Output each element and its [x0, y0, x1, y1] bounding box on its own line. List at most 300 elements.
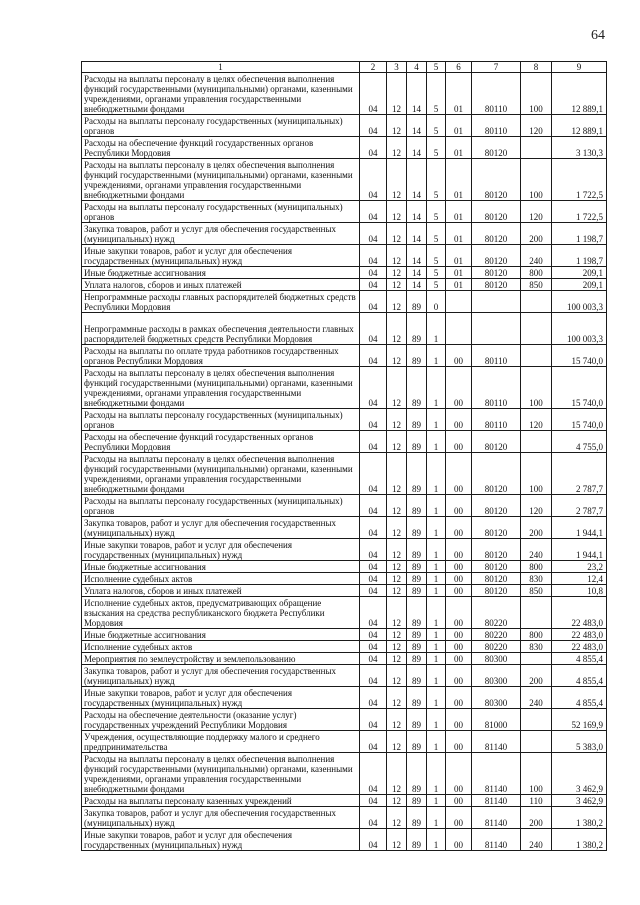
- column-header: 1: [82, 62, 360, 73]
- code-cell: 12: [387, 687, 407, 709]
- code-cell: 80120: [472, 159, 521, 201]
- table-row: [82, 665, 607, 687]
- amount-cell: 1 198,7: [552, 223, 607, 245]
- amount-cell: 4 855,4: [552, 665, 607, 687]
- code-cell: 00: [446, 753, 472, 795]
- code-cell: 200: [521, 223, 552, 245]
- code-cell: 80110: [472, 367, 521, 409]
- code-cell: 1: [427, 313, 446, 345]
- amount-cell: 1 198,7: [552, 245, 607, 267]
- table-row: [82, 653, 607, 665]
- column-header: 3: [387, 62, 407, 73]
- code-cell: [521, 137, 552, 159]
- code-cell: 1: [427, 539, 446, 561]
- amount-cell: 3 130,3: [552, 137, 607, 159]
- code-cell: 1: [427, 561, 446, 573]
- code-cell: 89: [407, 665, 427, 687]
- row-name-cell: Расходы на обеспечение функций государственных органов Республики Мордовия: [82, 431, 360, 453]
- code-cell: 80120: [472, 267, 521, 279]
- code-cell: 1: [427, 753, 446, 795]
- code-cell: 240: [521, 245, 552, 267]
- code-cell: 00: [446, 629, 472, 641]
- code-cell: 1: [427, 629, 446, 641]
- column-header: 9: [552, 62, 607, 73]
- code-cell: 00: [446, 367, 472, 409]
- table-row: [82, 431, 607, 453]
- amount-cell: 12,4: [552, 573, 607, 585]
- amount-cell: 1 944,1: [552, 517, 607, 539]
- amount-cell: 100 003,3: [552, 313, 607, 345]
- code-cell: 12: [387, 137, 407, 159]
- row-name-cell: Уплата налогов, сборов и иных платежей: [82, 279, 360, 291]
- code-cell: 04: [360, 115, 387, 137]
- code-cell: 240: [521, 539, 552, 561]
- code-cell: 80120: [472, 223, 521, 245]
- code-cell: 89: [407, 641, 427, 653]
- row-name-cell: Расходы на выплаты персоналу в целях обеспечения выполнения функций государственными (муниципальными) органами, казенными учреждениями, органами управления государственными внебюджетными фондами: [82, 73, 360, 115]
- code-cell: 04: [360, 453, 387, 495]
- code-cell: 81000: [472, 709, 521, 731]
- row-name-cell: Иные бюджетные ассигнования: [82, 629, 360, 641]
- code-cell: 00: [446, 409, 472, 431]
- code-cell: 1: [427, 345, 446, 367]
- amount-cell: 3 462,9: [552, 753, 607, 795]
- code-cell: 80120: [472, 561, 521, 573]
- code-cell: 89: [407, 653, 427, 665]
- code-cell: 81140: [472, 829, 521, 851]
- row-name-cell: Уплата налогов, сборов и иных платежей: [82, 585, 360, 597]
- code-cell: 12: [387, 829, 407, 851]
- code-cell: 80110: [472, 345, 521, 367]
- code-cell: 80300: [472, 653, 521, 665]
- table-row: [82, 807, 607, 829]
- code-cell: 12: [387, 495, 407, 517]
- code-cell: 00: [446, 795, 472, 807]
- code-cell: 14: [407, 137, 427, 159]
- code-cell: 00: [446, 829, 472, 851]
- code-cell: 1: [427, 573, 446, 585]
- code-cell: 89: [407, 795, 427, 807]
- code-cell: 00: [446, 709, 472, 731]
- code-cell: 00: [446, 653, 472, 665]
- code-cell: 80220: [472, 629, 521, 641]
- code-cell: 00: [446, 453, 472, 495]
- table-row: [82, 223, 607, 245]
- table-row: [82, 409, 607, 431]
- table-row: [82, 73, 607, 115]
- code-cell: [521, 709, 552, 731]
- code-cell: 800: [521, 561, 552, 573]
- amount-cell: 12 889,1: [552, 73, 607, 115]
- code-cell: 81140: [472, 731, 521, 753]
- code-cell: 89: [407, 629, 427, 641]
- amount-cell: 2 787,7: [552, 453, 607, 495]
- code-cell: 04: [360, 73, 387, 115]
- code-cell: 04: [360, 539, 387, 561]
- code-cell: 1: [427, 653, 446, 665]
- code-cell: [521, 345, 552, 367]
- code-cell: 04: [360, 753, 387, 795]
- code-cell: 89: [407, 431, 427, 453]
- code-cell: 0: [427, 291, 446, 313]
- code-cell: 12: [387, 629, 407, 641]
- code-cell: 01: [446, 73, 472, 115]
- code-cell: 04: [360, 687, 387, 709]
- code-cell: 04: [360, 807, 387, 829]
- code-cell: 1: [427, 585, 446, 597]
- amount-cell: 52 169,9: [552, 709, 607, 731]
- code-cell: 12: [387, 409, 407, 431]
- table-row: [82, 597, 607, 629]
- amount-cell: 4 855,4: [552, 687, 607, 709]
- table-row: [82, 201, 607, 223]
- code-cell: 80120: [472, 517, 521, 539]
- code-cell: 00: [446, 585, 472, 597]
- code-cell: 04: [360, 731, 387, 753]
- row-name-cell: Расходы на выплаты персоналу государственных (муниципальных) органов: [82, 409, 360, 431]
- code-cell: [472, 291, 521, 313]
- code-cell: 04: [360, 561, 387, 573]
- row-name-cell: Исполнение судебных актов: [82, 641, 360, 653]
- row-name-cell: Расходы на выплаты персоналу в целях обеспечения выполнения функций государственными (муниципальными) органами, казенными учреждениями, органами управления государственными внебюджетными фондами: [82, 367, 360, 409]
- row-name-cell: Непрограммные расходы главных распорядителей бюджетных средств Республики Мордовия: [82, 291, 360, 313]
- code-cell: 1: [427, 665, 446, 687]
- code-cell: 100: [521, 453, 552, 495]
- code-cell: 1: [427, 495, 446, 517]
- amount-cell: 1 380,2: [552, 829, 607, 851]
- code-cell: 04: [360, 495, 387, 517]
- row-name-cell: Расходы на обеспечение деятельности (оказание услуг) государственных учреждений Республики Мордовия: [82, 709, 360, 731]
- row-name-cell: Расходы на выплаты персоналу казенных учреждений: [82, 795, 360, 807]
- column-header: 6: [446, 62, 472, 73]
- code-cell: 89: [407, 829, 427, 851]
- table-row: [82, 585, 607, 597]
- code-cell: 12: [387, 73, 407, 115]
- code-cell: 12: [387, 291, 407, 313]
- row-name-cell: Иные бюджетные ассигнования: [82, 561, 360, 573]
- code-cell: 80120: [472, 539, 521, 561]
- code-cell: 80120: [472, 245, 521, 267]
- code-cell: [521, 731, 552, 753]
- amount-cell: 15 740,0: [552, 345, 607, 367]
- code-cell: 830: [521, 641, 552, 653]
- code-cell: 89: [407, 453, 427, 495]
- code-cell: 01: [446, 115, 472, 137]
- code-cell: 89: [407, 495, 427, 517]
- code-cell: 12: [387, 731, 407, 753]
- code-cell: 5: [427, 159, 446, 201]
- code-cell: 1: [427, 517, 446, 539]
- amount-cell: 22 483,0: [552, 597, 607, 629]
- code-cell: [521, 431, 552, 453]
- amount-cell: 23,2: [552, 561, 607, 573]
- amount-cell: 4 855,4: [552, 653, 607, 665]
- code-cell: 04: [360, 267, 387, 279]
- amount-cell: 209,1: [552, 279, 607, 291]
- code-cell: 81140: [472, 753, 521, 795]
- code-cell: [521, 597, 552, 629]
- code-cell: 01: [446, 159, 472, 201]
- code-cell: 1: [427, 829, 446, 851]
- row-name-cell: Расходы на выплаты по оплате труда работников государственных органов Республики Мордовия: [82, 345, 360, 367]
- code-cell: 00: [446, 597, 472, 629]
- code-cell: 14: [407, 201, 427, 223]
- code-cell: 80120: [472, 573, 521, 585]
- code-cell: 80110: [472, 409, 521, 431]
- code-cell: 89: [407, 517, 427, 539]
- row-name-cell: Учреждения, осуществляющие поддержку малого и среднего предпринимательства: [82, 731, 360, 753]
- row-name-cell: Иные бюджетные ассигнования: [82, 267, 360, 279]
- code-cell: [472, 313, 521, 345]
- code-cell: 80120: [472, 137, 521, 159]
- row-name-cell: Закупка товаров, работ и услуг для обеспечения государственных (муниципальных) нужд: [82, 665, 360, 687]
- table-row: [82, 573, 607, 585]
- code-cell: 81140: [472, 807, 521, 829]
- code-cell: 1: [427, 709, 446, 731]
- row-name-cell: Закупка товаров, работ и услуг для обеспечения государственных (муниципальных) нужд: [82, 223, 360, 245]
- table-row: [82, 539, 607, 561]
- code-cell: 12: [387, 313, 407, 345]
- table-row: [82, 267, 607, 279]
- code-cell: 00: [446, 539, 472, 561]
- table-row: [82, 291, 607, 313]
- code-cell: 89: [407, 807, 427, 829]
- code-cell: 80220: [472, 597, 521, 629]
- row-name-cell: Расходы на выплаты персоналу государственных (муниципальных) органов: [82, 115, 360, 137]
- code-cell: 12: [387, 561, 407, 573]
- table-row: [82, 829, 607, 851]
- code-cell: [521, 291, 552, 313]
- code-cell: 00: [446, 431, 472, 453]
- row-name-cell: Расходы на выплаты персоналу в целях обеспечения выполнения функций государственными (муниципальными) органами, казенными учреждениями, органами управления государственными внебюджетными фондами: [82, 753, 360, 795]
- column-header: 7: [472, 62, 521, 73]
- code-cell: 80110: [472, 115, 521, 137]
- amount-cell: 2 787,7: [552, 495, 607, 517]
- code-cell: 04: [360, 409, 387, 431]
- code-cell: 800: [521, 267, 552, 279]
- code-cell: 04: [360, 367, 387, 409]
- row-name-cell: Расходы на выплаты персоналу государственных (муниципальных) органов: [82, 495, 360, 517]
- table-row: [82, 561, 607, 573]
- code-cell: 89: [407, 367, 427, 409]
- amount-cell: 22 483,0: [552, 629, 607, 641]
- code-cell: 5: [427, 245, 446, 267]
- column-header: 4: [407, 62, 427, 73]
- table-row: [82, 641, 607, 653]
- code-cell: 850: [521, 585, 552, 597]
- code-cell: 01: [446, 137, 472, 159]
- code-cell: 100: [521, 367, 552, 409]
- code-cell: 120: [521, 495, 552, 517]
- code-cell: 04: [360, 201, 387, 223]
- code-cell: 04: [360, 709, 387, 731]
- code-cell: 100: [521, 73, 552, 115]
- code-cell: 00: [446, 517, 472, 539]
- table-row: [82, 753, 607, 795]
- code-cell: 120: [521, 409, 552, 431]
- code-cell: 80120: [472, 279, 521, 291]
- code-cell: 80110: [472, 73, 521, 115]
- code-cell: 00: [446, 561, 472, 573]
- code-cell: 01: [446, 267, 472, 279]
- code-cell: 89: [407, 561, 427, 573]
- code-cell: 04: [360, 517, 387, 539]
- table-row: [82, 313, 607, 345]
- code-cell: 89: [407, 573, 427, 585]
- code-cell: 1: [427, 795, 446, 807]
- table-row: [82, 245, 607, 267]
- code-cell: 14: [407, 245, 427, 267]
- code-cell: 1: [427, 687, 446, 709]
- code-cell: 89: [407, 409, 427, 431]
- table-row: [82, 159, 607, 201]
- code-cell: 200: [521, 665, 552, 687]
- code-cell: 89: [407, 597, 427, 629]
- code-cell: 04: [360, 291, 387, 313]
- code-cell: 5: [427, 279, 446, 291]
- code-cell: 89: [407, 539, 427, 561]
- code-cell: 00: [446, 495, 472, 517]
- code-cell: 100: [521, 159, 552, 201]
- code-cell: 80300: [472, 687, 521, 709]
- code-cell: 1: [427, 453, 446, 495]
- code-cell: 12: [387, 795, 407, 807]
- code-cell: 800: [521, 629, 552, 641]
- code-cell: 89: [407, 731, 427, 753]
- code-cell: 12: [387, 573, 407, 585]
- code-cell: 1: [427, 641, 446, 653]
- code-cell: 81140: [472, 795, 521, 807]
- code-cell: 04: [360, 245, 387, 267]
- code-cell: 120: [521, 201, 552, 223]
- code-cell: 12: [387, 709, 407, 731]
- code-cell: [521, 313, 552, 345]
- code-cell: 00: [446, 573, 472, 585]
- code-cell: 04: [360, 829, 387, 851]
- row-name-cell: Исполнение судебных актов, предусматривающих обращение взыскания на средства республиканского бюджета Республики Мордовия: [82, 597, 360, 629]
- code-cell: 5: [427, 223, 446, 245]
- row-name-cell: Непрограммные расходы в рамках обеспечения деятельности главных распорядителей бюджетных средств Республики Мордовия: [82, 313, 360, 345]
- amount-cell: 1 944,1: [552, 539, 607, 561]
- code-cell: 12: [387, 753, 407, 795]
- table-row: [82, 137, 607, 159]
- code-cell: 830: [521, 573, 552, 585]
- code-cell: 12: [387, 245, 407, 267]
- code-cell: 1: [427, 367, 446, 409]
- amount-cell: 100 003,3: [552, 291, 607, 313]
- code-cell: [446, 291, 472, 313]
- code-cell: 01: [446, 279, 472, 291]
- row-name-cell: Расходы на выплаты персоналу в целях обеспечения выполнения функций государственными (муниципальными) органами, казенными учреждениями, органами управления государственными внебюджетными фондами: [82, 159, 360, 201]
- table-row: [82, 453, 607, 495]
- code-cell: 89: [407, 313, 427, 345]
- code-cell: 5: [427, 267, 446, 279]
- code-cell: 12: [387, 223, 407, 245]
- code-cell: 04: [360, 137, 387, 159]
- row-name-cell: Мероприятия по землеустройству и землепользованию: [82, 653, 360, 665]
- code-cell: 89: [407, 345, 427, 367]
- code-cell: 04: [360, 223, 387, 245]
- code-cell: 200: [521, 807, 552, 829]
- code-cell: 1: [427, 807, 446, 829]
- code-cell: 5: [427, 201, 446, 223]
- code-cell: 12: [387, 267, 407, 279]
- code-cell: 04: [360, 597, 387, 629]
- code-cell: 12: [387, 345, 407, 367]
- code-cell: 100: [521, 753, 552, 795]
- code-cell: 12: [387, 115, 407, 137]
- code-cell: 12: [387, 641, 407, 653]
- code-cell: 12: [387, 597, 407, 629]
- amount-cell: 209,1: [552, 267, 607, 279]
- code-cell: 12: [387, 159, 407, 201]
- code-cell: 04: [360, 665, 387, 687]
- code-cell: 04: [360, 795, 387, 807]
- table-row: [82, 367, 607, 409]
- row-name-cell: Расходы на выплаты персоналу в целях обеспечения выполнения функций государственными (муниципальными) органами, казенными учреждениями, органами управления государственными внебюджетными фондами: [82, 453, 360, 495]
- code-cell: 80120: [472, 453, 521, 495]
- code-cell: 04: [360, 641, 387, 653]
- amount-cell: 1 722,5: [552, 201, 607, 223]
- table-row: [82, 345, 607, 367]
- code-cell: 00: [446, 665, 472, 687]
- code-cell: 80120: [472, 585, 521, 597]
- code-cell: 04: [360, 159, 387, 201]
- column-header: 8: [521, 62, 552, 73]
- amount-cell: 22 483,0: [552, 641, 607, 653]
- page-number: 64: [591, 28, 605, 43]
- code-cell: 04: [360, 279, 387, 291]
- code-cell: 01: [446, 245, 472, 267]
- code-cell: 04: [360, 431, 387, 453]
- amount-cell: 12 889,1: [552, 115, 607, 137]
- amount-cell: 5 383,0: [552, 731, 607, 753]
- code-cell: 5: [427, 73, 446, 115]
- code-cell: 00: [446, 641, 472, 653]
- code-cell: 80120: [472, 201, 521, 223]
- column-header-row: [82, 62, 607, 73]
- row-name-cell: Исполнение судебных актов: [82, 573, 360, 585]
- code-cell: 00: [446, 345, 472, 367]
- code-cell: 120: [521, 115, 552, 137]
- code-cell: 89: [407, 753, 427, 795]
- code-cell: 04: [360, 573, 387, 585]
- code-cell: 80120: [472, 495, 521, 517]
- table-row: [82, 517, 607, 539]
- code-cell: 89: [407, 585, 427, 597]
- code-cell: 12: [387, 585, 407, 597]
- row-name-cell: Расходы на обеспечение функций государственных органов Республики Мордовия: [82, 137, 360, 159]
- row-name-cell: Закупка товаров, работ и услуг для обеспечения государственных (муниципальных) нужд: [82, 517, 360, 539]
- code-cell: 1: [427, 597, 446, 629]
- code-cell: 04: [360, 585, 387, 597]
- code-cell: 01: [446, 223, 472, 245]
- table-row: [82, 279, 607, 291]
- code-cell: 14: [407, 279, 427, 291]
- code-cell: 14: [407, 73, 427, 115]
- code-cell: 80120: [472, 431, 521, 453]
- code-cell: 89: [407, 291, 427, 313]
- code-cell: [446, 313, 472, 345]
- table-row: [82, 731, 607, 753]
- column-header: 2: [360, 62, 387, 73]
- table-row: [82, 709, 607, 731]
- amount-cell: 10,8: [552, 585, 607, 597]
- code-cell: 1: [427, 431, 446, 453]
- code-cell: 12: [387, 453, 407, 495]
- code-cell: 12: [387, 665, 407, 687]
- code-cell: 12: [387, 539, 407, 561]
